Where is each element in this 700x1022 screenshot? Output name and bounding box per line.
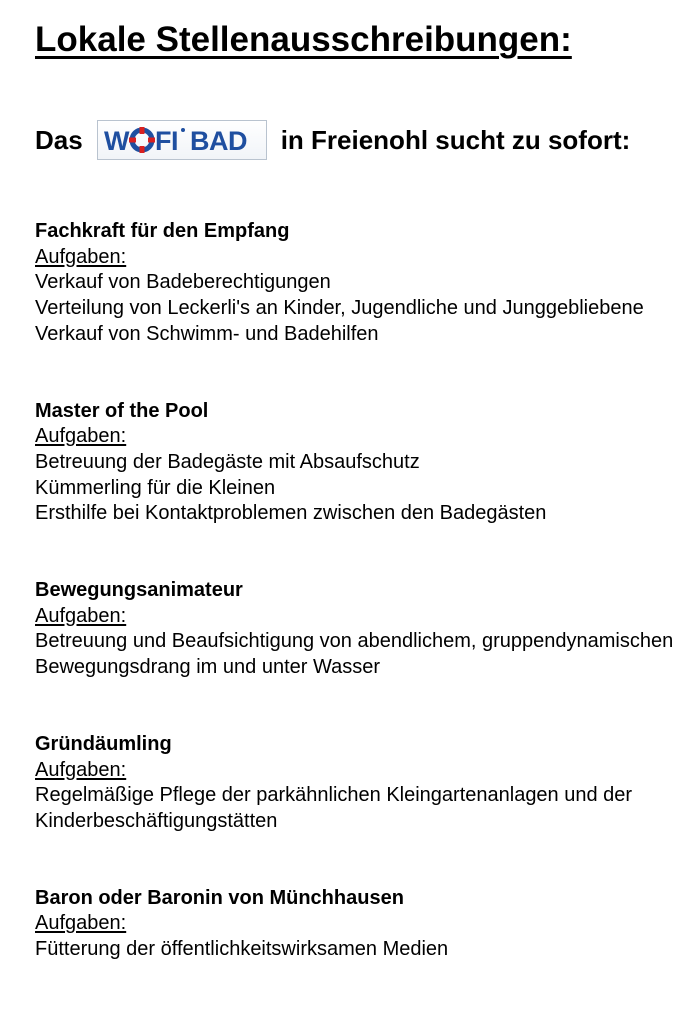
task-item: Ersthilfe bei Kontaktproblemen zwischen den Badegästen	[35, 502, 547, 525]
svg-text:FI: FI	[154, 126, 178, 154]
tasks-label: Aufgaben:	[35, 425, 127, 448]
tasks-label: Aufgaben:	[35, 758, 127, 781]
task-item: Verkauf von Badeberechtigungen	[35, 271, 331, 294]
job-title: Baron oder Baronin von Münchhausen	[35, 886, 404, 909]
job-title: Fachkraft für den Empfang	[35, 220, 290, 242]
job-title: Gründäumling	[35, 732, 172, 755]
wofi-bad-logo-mark	[129, 127, 155, 153]
task-item: Betreuung und Beaufsichtigung von abendlichem, gruppendynamischen Bewegungsdrang im und unter Wasser	[35, 630, 674, 679]
wofi-bad-logo-graphic	[104, 126, 260, 154]
job-listing	[35, 578, 675, 681]
intro-line	[35, 118, 630, 162]
svg-text:BAD: BAD	[189, 126, 247, 154]
task-item: Betreuung der Badegäste mit Absaufschutz	[35, 450, 420, 473]
job-listing	[35, 732, 675, 835]
task-item: Verkauf von Schwimm- und Badehilfen	[35, 322, 379, 345]
intro-prefix: Das	[35, 124, 83, 155]
job-listing	[35, 219, 675, 348]
task-item: Kümmerling für die Kleinen	[35, 476, 276, 499]
task-item: Regelmäßige Pflege der parkähnlichen Kleingartenanlagen und der Kinderbeschäftigungstätten	[35, 784, 633, 832]
svg-text:W: W	[103, 126, 129, 154]
task-item: Fütterung der öffentlichkeitswirksamen Medien	[35, 938, 449, 961]
tasks-label: Aufgaben:	[35, 912, 127, 935]
job-title: Master of the Pool	[35, 399, 209, 422]
job-title: Bewegungsanimateur	[35, 579, 243, 602]
tasks-label: Aufgaben:	[35, 245, 127, 268]
wofi-bad-logo	[97, 120, 267, 160]
task-item: Verteilung von Leckerli's an Kinder, Jugendliche und Junggebliebene	[35, 297, 644, 320]
page-title: Lokale Stellenausschreibungen:	[35, 20, 572, 59]
tasks-label: Aufgaben:	[35, 604, 127, 627]
job-listing	[35, 886, 675, 963]
job-listing	[35, 399, 675, 528]
job-list	[35, 219, 675, 963]
intro-suffix: in Freienohl sucht zu sofort:	[280, 124, 631, 155]
